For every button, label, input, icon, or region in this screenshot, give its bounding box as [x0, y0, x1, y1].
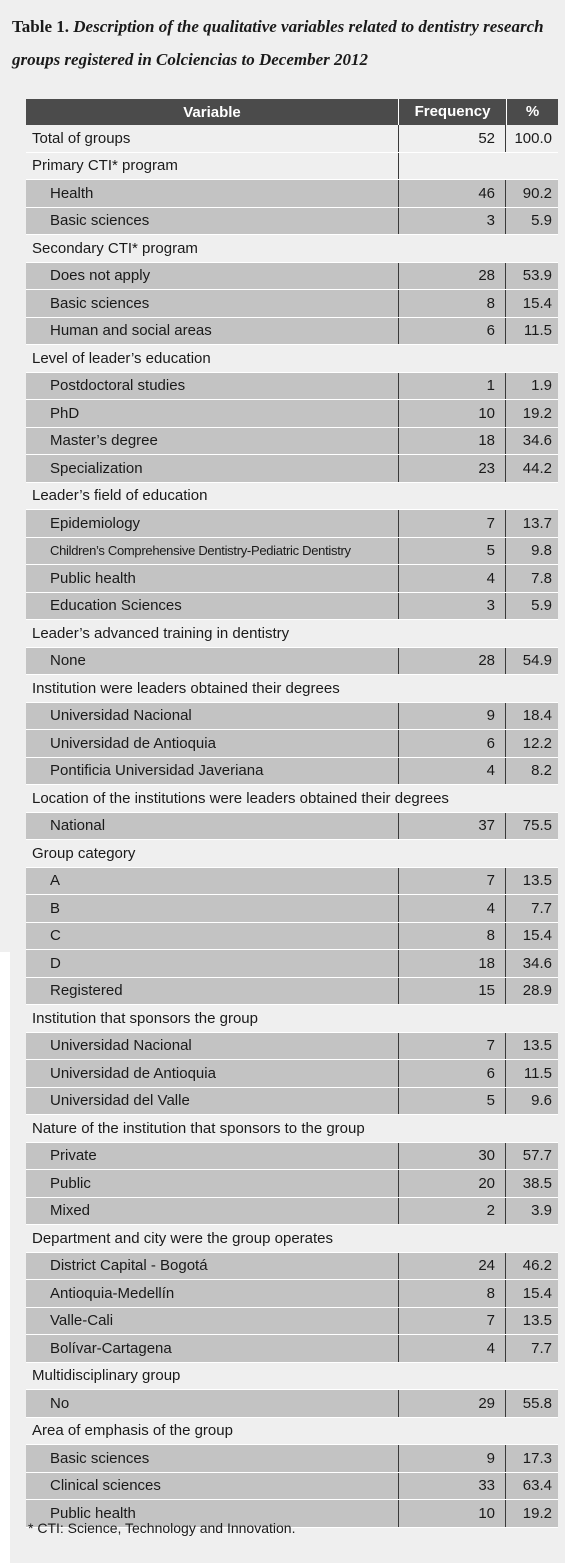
- cell-variable: Public health: [50, 1504, 136, 1522]
- cell-percent: 7.7: [505, 895, 558, 922]
- cell-frequency: 10: [398, 400, 505, 427]
- cell-percent: [505, 345, 558, 372]
- cell-frequency: 24: [398, 1253, 505, 1280]
- cell-variable: Pontificia Universidad Javeriana: [50, 762, 264, 780]
- cell-variable: National: [50, 817, 106, 835]
- table-row: [26, 290, 558, 318]
- section-row: [26, 345, 558, 373]
- cell-percent: 34.6: [505, 428, 558, 455]
- cell-variable: D: [50, 954, 61, 972]
- cell-percent: 13.5: [505, 868, 558, 895]
- cell-percent: 5.9: [505, 208, 558, 235]
- cell-frequency: 5: [398, 538, 505, 565]
- table-row: [26, 318, 558, 346]
- cell-variable: Area of emphasis of the group: [32, 1422, 233, 1440]
- cell-percent: 54.9: [505, 648, 558, 675]
- cell-frequency: 28: [398, 263, 505, 290]
- cell-variable: Does not apply: [50, 267, 151, 285]
- table-row: [26, 978, 558, 1006]
- cell-frequency: 29: [398, 1390, 505, 1417]
- table-row: [26, 455, 558, 483]
- table-row: [26, 950, 558, 978]
- cell-frequency: 23: [398, 455, 505, 482]
- cell-frequency: 9: [398, 1445, 505, 1472]
- cell-variable: Location of the institutions were leaders obtained their degrees: [32, 789, 449, 807]
- cell-frequency: 2: [398, 1198, 505, 1225]
- cell-frequency: 52: [398, 125, 505, 152]
- section-row: [26, 483, 558, 511]
- cell-percent: 12.2: [505, 730, 558, 757]
- cell-variable: Valle-Cali: [50, 1312, 114, 1330]
- cell-frequency: [398, 235, 505, 262]
- cell-variable: Basic sciences: [50, 212, 150, 230]
- table-row: [26, 1473, 558, 1501]
- header-variable: Variable: [183, 103, 241, 121]
- cell-frequency: 4: [398, 565, 505, 592]
- cell-percent: 38.5: [505, 1170, 558, 1197]
- table-row: [26, 703, 558, 731]
- cell-percent: 13.5: [505, 1033, 558, 1060]
- cell-percent: 7.8: [505, 565, 558, 592]
- cell-percent: 19.2: [505, 1500, 558, 1527]
- cell-variable: Specialization: [50, 459, 143, 477]
- cell-variable: Department and city were the group operates: [32, 1229, 334, 1247]
- cell-percent: [505, 620, 558, 647]
- cell-frequency: 4: [398, 895, 505, 922]
- cell-frequency: 37: [398, 813, 505, 840]
- cell-frequency: 18: [398, 950, 505, 977]
- cell-frequency: 6: [398, 318, 505, 345]
- cell-variable: Mixed: [50, 1202, 91, 1220]
- cell-frequency: 1: [398, 373, 505, 400]
- table-row: [26, 758, 558, 786]
- section-row: [26, 1115, 558, 1143]
- table-row: [26, 730, 558, 758]
- section-row: [26, 785, 558, 813]
- cell-frequency: 28: [398, 648, 505, 675]
- cell-percent: [505, 153, 558, 180]
- cell-percent: 9.8: [505, 538, 558, 565]
- cell-percent: 9.6: [505, 1088, 558, 1115]
- cell-frequency: 30: [398, 1143, 505, 1170]
- cell-frequency: 6: [398, 730, 505, 757]
- cell-variable: Level of leader’s education: [32, 349, 211, 367]
- cell-frequency: 10: [398, 1500, 505, 1527]
- cell-variable: Total of groups: [32, 129, 131, 147]
- cell-frequency: [398, 620, 505, 647]
- cell-frequency: [398, 1418, 505, 1445]
- cell-percent: 11.5: [505, 318, 558, 345]
- table-label: Table 1.: [12, 17, 70, 36]
- cell-variable: Master’s degree: [50, 432, 158, 450]
- cell-variable: Antioquia-Medellín: [50, 1284, 175, 1302]
- table-row: [26, 1170, 558, 1198]
- cell-frequency: 5: [398, 1088, 505, 1115]
- cell-percent: 34.6: [505, 950, 558, 977]
- cell-frequency: 7: [398, 1308, 505, 1335]
- cell-variable: Universidad de Antioquia: [50, 1064, 216, 1082]
- table-row: [26, 373, 558, 401]
- section-row: [26, 840, 558, 868]
- cell-percent: 13.7: [505, 510, 558, 537]
- cell-frequency: [398, 675, 505, 702]
- cell-variable: PhD: [50, 404, 80, 422]
- cell-percent: 19.2: [505, 400, 558, 427]
- cell-variable: Primary CTI* program: [32, 157, 178, 175]
- table-row: [26, 593, 558, 621]
- table-row: [26, 565, 558, 593]
- cell-frequency: 6: [398, 1060, 505, 1087]
- cell-variable: Multidisciplinary group: [32, 1367, 181, 1385]
- footnote: * CTI: Science, Technology and Innovation.: [28, 1520, 296, 1536]
- cell-percent: 17.3: [505, 1445, 558, 1472]
- cell-variable: Postdoctoral studies: [50, 377, 186, 395]
- cell-variable: Institution were leaders obtained their degrees: [32, 679, 340, 697]
- data-table: [26, 99, 558, 1528]
- section-row: [26, 675, 558, 703]
- cell-frequency: [398, 483, 505, 510]
- cell-variable: Clinical sciences: [50, 1477, 161, 1495]
- cell-frequency: 33: [398, 1473, 505, 1500]
- cell-variable: Leader’s field of education: [32, 487, 208, 505]
- cell-frequency: 3: [398, 593, 505, 620]
- cell-percent: 100.0: [505, 125, 558, 152]
- table-row: [26, 208, 558, 236]
- table-row: [26, 1088, 558, 1116]
- cell-percent: 15.4: [505, 923, 558, 950]
- table-row: [26, 263, 558, 291]
- cell-variable: Leader’s advanced training in dentistry: [32, 624, 290, 642]
- section-row: [26, 1005, 558, 1033]
- table-row: [26, 895, 558, 923]
- table-body: [26, 125, 558, 1528]
- cell-variable: Public: [50, 1174, 91, 1192]
- cell-variable: No: [50, 1394, 70, 1412]
- header-percent: %: [506, 99, 558, 125]
- cell-variable: Basic sciences: [50, 294, 150, 312]
- total-row: [26, 125, 558, 153]
- cell-variable: Basic sciences: [50, 1449, 150, 1467]
- cell-frequency: 7: [398, 510, 505, 537]
- cell-percent: 75.5: [505, 813, 558, 840]
- table-row: [26, 1033, 558, 1061]
- cell-variable: Children’s Comprehensive Dentistry-Pediatric Dentistry: [50, 543, 351, 559]
- table-row: [26, 510, 558, 538]
- section-row: [26, 1225, 558, 1253]
- cell-frequency: 4: [398, 758, 505, 785]
- cell-percent: 7.7: [505, 1335, 558, 1362]
- cell-variable: Universidad Nacional: [50, 1037, 192, 1055]
- table-row: [26, 1445, 558, 1473]
- section-row: [26, 1363, 558, 1391]
- cell-percent: 15.4: [505, 290, 558, 317]
- section-row: [26, 153, 558, 181]
- cell-variable: Epidemiology: [50, 514, 141, 532]
- table-row: [26, 428, 558, 456]
- cell-variable: Secondary CTI* program: [32, 239, 198, 257]
- cell-percent: 53.9: [505, 263, 558, 290]
- cell-variable: Human and social areas: [50, 322, 212, 340]
- table-header: [26, 99, 558, 125]
- cell-percent: 5.9: [505, 593, 558, 620]
- cell-frequency: [398, 345, 505, 372]
- cell-frequency: 7: [398, 868, 505, 895]
- cell-percent: 3.9: [505, 1198, 558, 1225]
- cell-variable: A: [50, 872, 61, 890]
- header-frequency: Frequency: [398, 99, 506, 125]
- cell-percent: 1.9: [505, 373, 558, 400]
- cell-variable: Group category: [32, 844, 136, 862]
- cell-frequency: [398, 153, 505, 180]
- cell-frequency: 20: [398, 1170, 505, 1197]
- cell-frequency: [398, 1225, 505, 1252]
- cell-frequency: 4: [398, 1335, 505, 1362]
- cell-variable: Universidad de Antioquia: [50, 734, 216, 752]
- cell-variable: Universidad Nacional: [50, 707, 192, 725]
- table-row: [26, 1308, 558, 1336]
- table-row: [26, 1253, 558, 1281]
- table-row: [26, 1198, 558, 1226]
- table-title: Description of the qualitative variables related to dentistry research groups registered in Colciencias to December 2012: [12, 17, 544, 69]
- cell-frequency: [398, 1005, 505, 1032]
- cell-frequency: 3: [398, 208, 505, 235]
- cell-variable: Education Sciences: [50, 597, 182, 615]
- cell-variable: Institution that sponsors the group: [32, 1009, 258, 1027]
- cell-frequency: 18: [398, 428, 505, 455]
- cell-percent: [505, 1005, 558, 1032]
- table-row: [26, 813, 558, 841]
- cell-frequency: [398, 1115, 505, 1142]
- table-row: [26, 648, 558, 676]
- cell-frequency: 46: [398, 180, 505, 207]
- cell-percent: [505, 235, 558, 262]
- cell-variable: Public health: [50, 569, 136, 587]
- cell-percent: 15.4: [505, 1280, 558, 1307]
- page-edge: [0, 952, 10, 1563]
- cell-frequency: [398, 1363, 505, 1390]
- cell-frequency: 15: [398, 978, 505, 1005]
- cell-percent: 46.2: [505, 1253, 558, 1280]
- cell-variable: Nature of the institution that sponsors to the group: [32, 1119, 365, 1137]
- section-row: [26, 620, 558, 648]
- cell-percent: 57.7: [505, 1143, 558, 1170]
- cell-percent: [505, 1225, 558, 1252]
- cell-percent: [505, 483, 558, 510]
- section-row: [26, 235, 558, 263]
- table-row: [26, 923, 558, 951]
- cell-variable: C: [50, 927, 61, 945]
- cell-frequency: 8: [398, 1280, 505, 1307]
- table-row: [26, 538, 558, 566]
- table-row: [26, 1143, 558, 1171]
- cell-percent: [505, 840, 558, 867]
- cell-variable: None: [50, 652, 86, 670]
- cell-percent: 18.4: [505, 703, 558, 730]
- table-row: [26, 180, 558, 208]
- cell-frequency: 8: [398, 290, 505, 317]
- cell-frequency: 8: [398, 923, 505, 950]
- cell-percent: 90.2: [505, 180, 558, 207]
- cell-frequency: 7: [398, 1033, 505, 1060]
- cell-percent: 44.2: [505, 455, 558, 482]
- cell-variable: District Capital - Bogotá: [50, 1257, 208, 1275]
- table-row: [26, 1060, 558, 1088]
- cell-frequency: [398, 785, 505, 812]
- cell-percent: [505, 675, 558, 702]
- cell-frequency: [398, 840, 505, 867]
- cell-percent: 28.9: [505, 978, 558, 1005]
- table-row: [26, 400, 558, 428]
- cell-percent: 11.5: [505, 1060, 558, 1087]
- cell-percent: [505, 1115, 558, 1142]
- cell-frequency: 9: [398, 703, 505, 730]
- cell-percent: 55.8: [505, 1390, 558, 1417]
- cell-variable: Universidad del Valle: [50, 1092, 190, 1110]
- cell-percent: [505, 1418, 558, 1445]
- table-row: [26, 868, 558, 896]
- cell-variable: Bolívar-Cartagena: [50, 1339, 172, 1357]
- cell-percent: [505, 785, 558, 812]
- cell-percent: 63.4: [505, 1473, 558, 1500]
- cell-percent: [505, 1363, 558, 1390]
- cell-variable: Private: [50, 1147, 97, 1165]
- cell-variable: B: [50, 899, 61, 917]
- cell-percent: 8.2: [505, 758, 558, 785]
- cell-variable: Registered: [50, 982, 123, 1000]
- table-row: [26, 1390, 558, 1418]
- table-caption: [12, 10, 562, 76]
- cell-percent: 13.5: [505, 1308, 558, 1335]
- table-row: [26, 1280, 558, 1308]
- section-row: [26, 1418, 558, 1446]
- cell-variable: Health: [50, 184, 94, 202]
- table-row: [26, 1335, 558, 1363]
